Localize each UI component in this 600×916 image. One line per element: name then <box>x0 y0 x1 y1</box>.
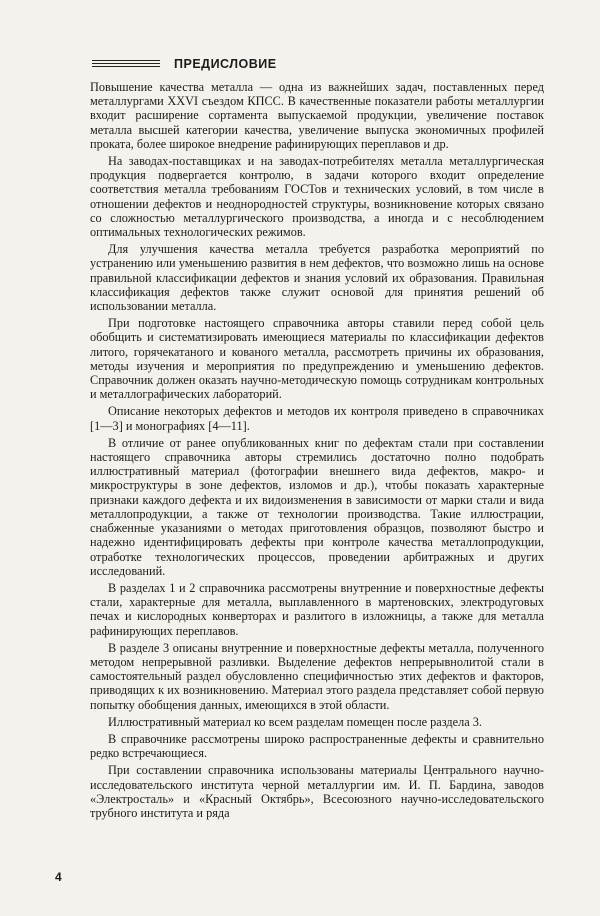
paragraph: В разделе 3 описаны внутренние и поверхностные дефекты металла, полученного методом непрерывной разливки. Выделение дефектов непрерывнолитой стали в самостоятельный раздел обусловленно специфичностью этих дефектов и факторов, приводящих к их возникновению. Материал этого раздела представляет собой первую попытку обобщения данных, имеющихся в этой области. <box>90 640 544 712</box>
paragraph: Описание некоторых дефектов и методов их контроля приведено в справочниках [1—3] и монографиях [4—11]. <box>90 404 544 433</box>
paragraph: При подготовке настоящего справочника авторы ставили перед собой цель обобщить и систематизировать имеющиеся материалы по классификации дефектов литого, горячекатаного и кованого металла, рассмотреть причины их образования, методы изучения и мероприятия по предупреждению и уменьшению дефектов. Справочник должен оказать научно-методическую помощь сотрудникам контрольных и металлографических лабораторий. <box>90 316 544 402</box>
paragraph: Для улучшения качества металла требуется разработка мероприятий по устранению или уменьшению развития в нем дефектов, что возможно лишь на основе правильной классификации дефектов и знания условий их образования. Правильная классификация дефектов также служит основой для принятия решений об использовании металла. <box>90 242 544 314</box>
paragraph: При составлении справочника использованы материалы Центрального научно-исследовательского института черной металлургии им. И. П. Бардина, заводов «Электросталь» и «Красный Октябрь», Всесоюзного научно-исследовательского трубного института и ряда <box>90 763 544 820</box>
paragraph: На заводах-поставщиках и на заводах-потребителях металла металлургическая продукция подвергается контролю, в задачи которого входит определение соответствия металла требованиям ГОСТов и технических условий, в том числе в отношении дефектов и неоднородностей структуры, возникновение которых связано со сложностью металлургического производства, а иногда и с несоблюдением оптимальных технологических режимов. <box>90 154 544 240</box>
paragraph: Повышение качества металла — одна из важнейших задач, поставленных перед металлургами XXVI съездом КПСС. В качественные показатели работы металлургии входит расширение сортамента выпускаемой продукции, увеличение поставок металла высшей категории качества, увеличение выпуска экономичных профилей проката, более широкое внедрение рафинирующих переплавов и др. <box>90 80 544 151</box>
paragraph: В справочнике рассмотрены широко распространенные дефекты и сравнительно редко встречающиеся. <box>90 731 544 761</box>
page-number: 4 <box>55 870 62 884</box>
paragraph: В отличие от ранее опубликованных книг по дефектам стали при составлении настоящего справочника авторы стремились достаточно полно подобрать иллюстративный материал (фотографии внешнего вида дефектов, макро- и микроструктуры в зоне дефектов, изломов и др.), чтобы показать характерные признаки каждого дефекта и их видоизменения в зависимости от марки стали и вида металлопродукции, а также от технологии производства. Такие иллюстрации, снабженные указаниями о методах приготовления образцов, позволяют быстро и надежно идентифицировать дефекты при контроле качества металлопродукции, отработке технологических процессов, проведении арбитражных и других исследований. <box>90 435 544 578</box>
body-text <box>90 80 544 823</box>
section-header <box>92 54 512 74</box>
header-rule <box>92 60 160 69</box>
section-title: ПРЕДИСЛОВИЕ <box>174 57 277 71</box>
paragraph: Иллюстративный материал ко всем разделам помещен после раздела 3. <box>108 714 483 729</box>
paragraph: В разделах 1 и 2 справочника рассмотрены внутренние и поверхностные дефекты стали, характерные для металла, выплавленного в мартеновских, электродуговых печах и кислородных конверторах и разлитого в изложницы, а также для металла рафинирующих переплавов. <box>90 580 544 638</box>
